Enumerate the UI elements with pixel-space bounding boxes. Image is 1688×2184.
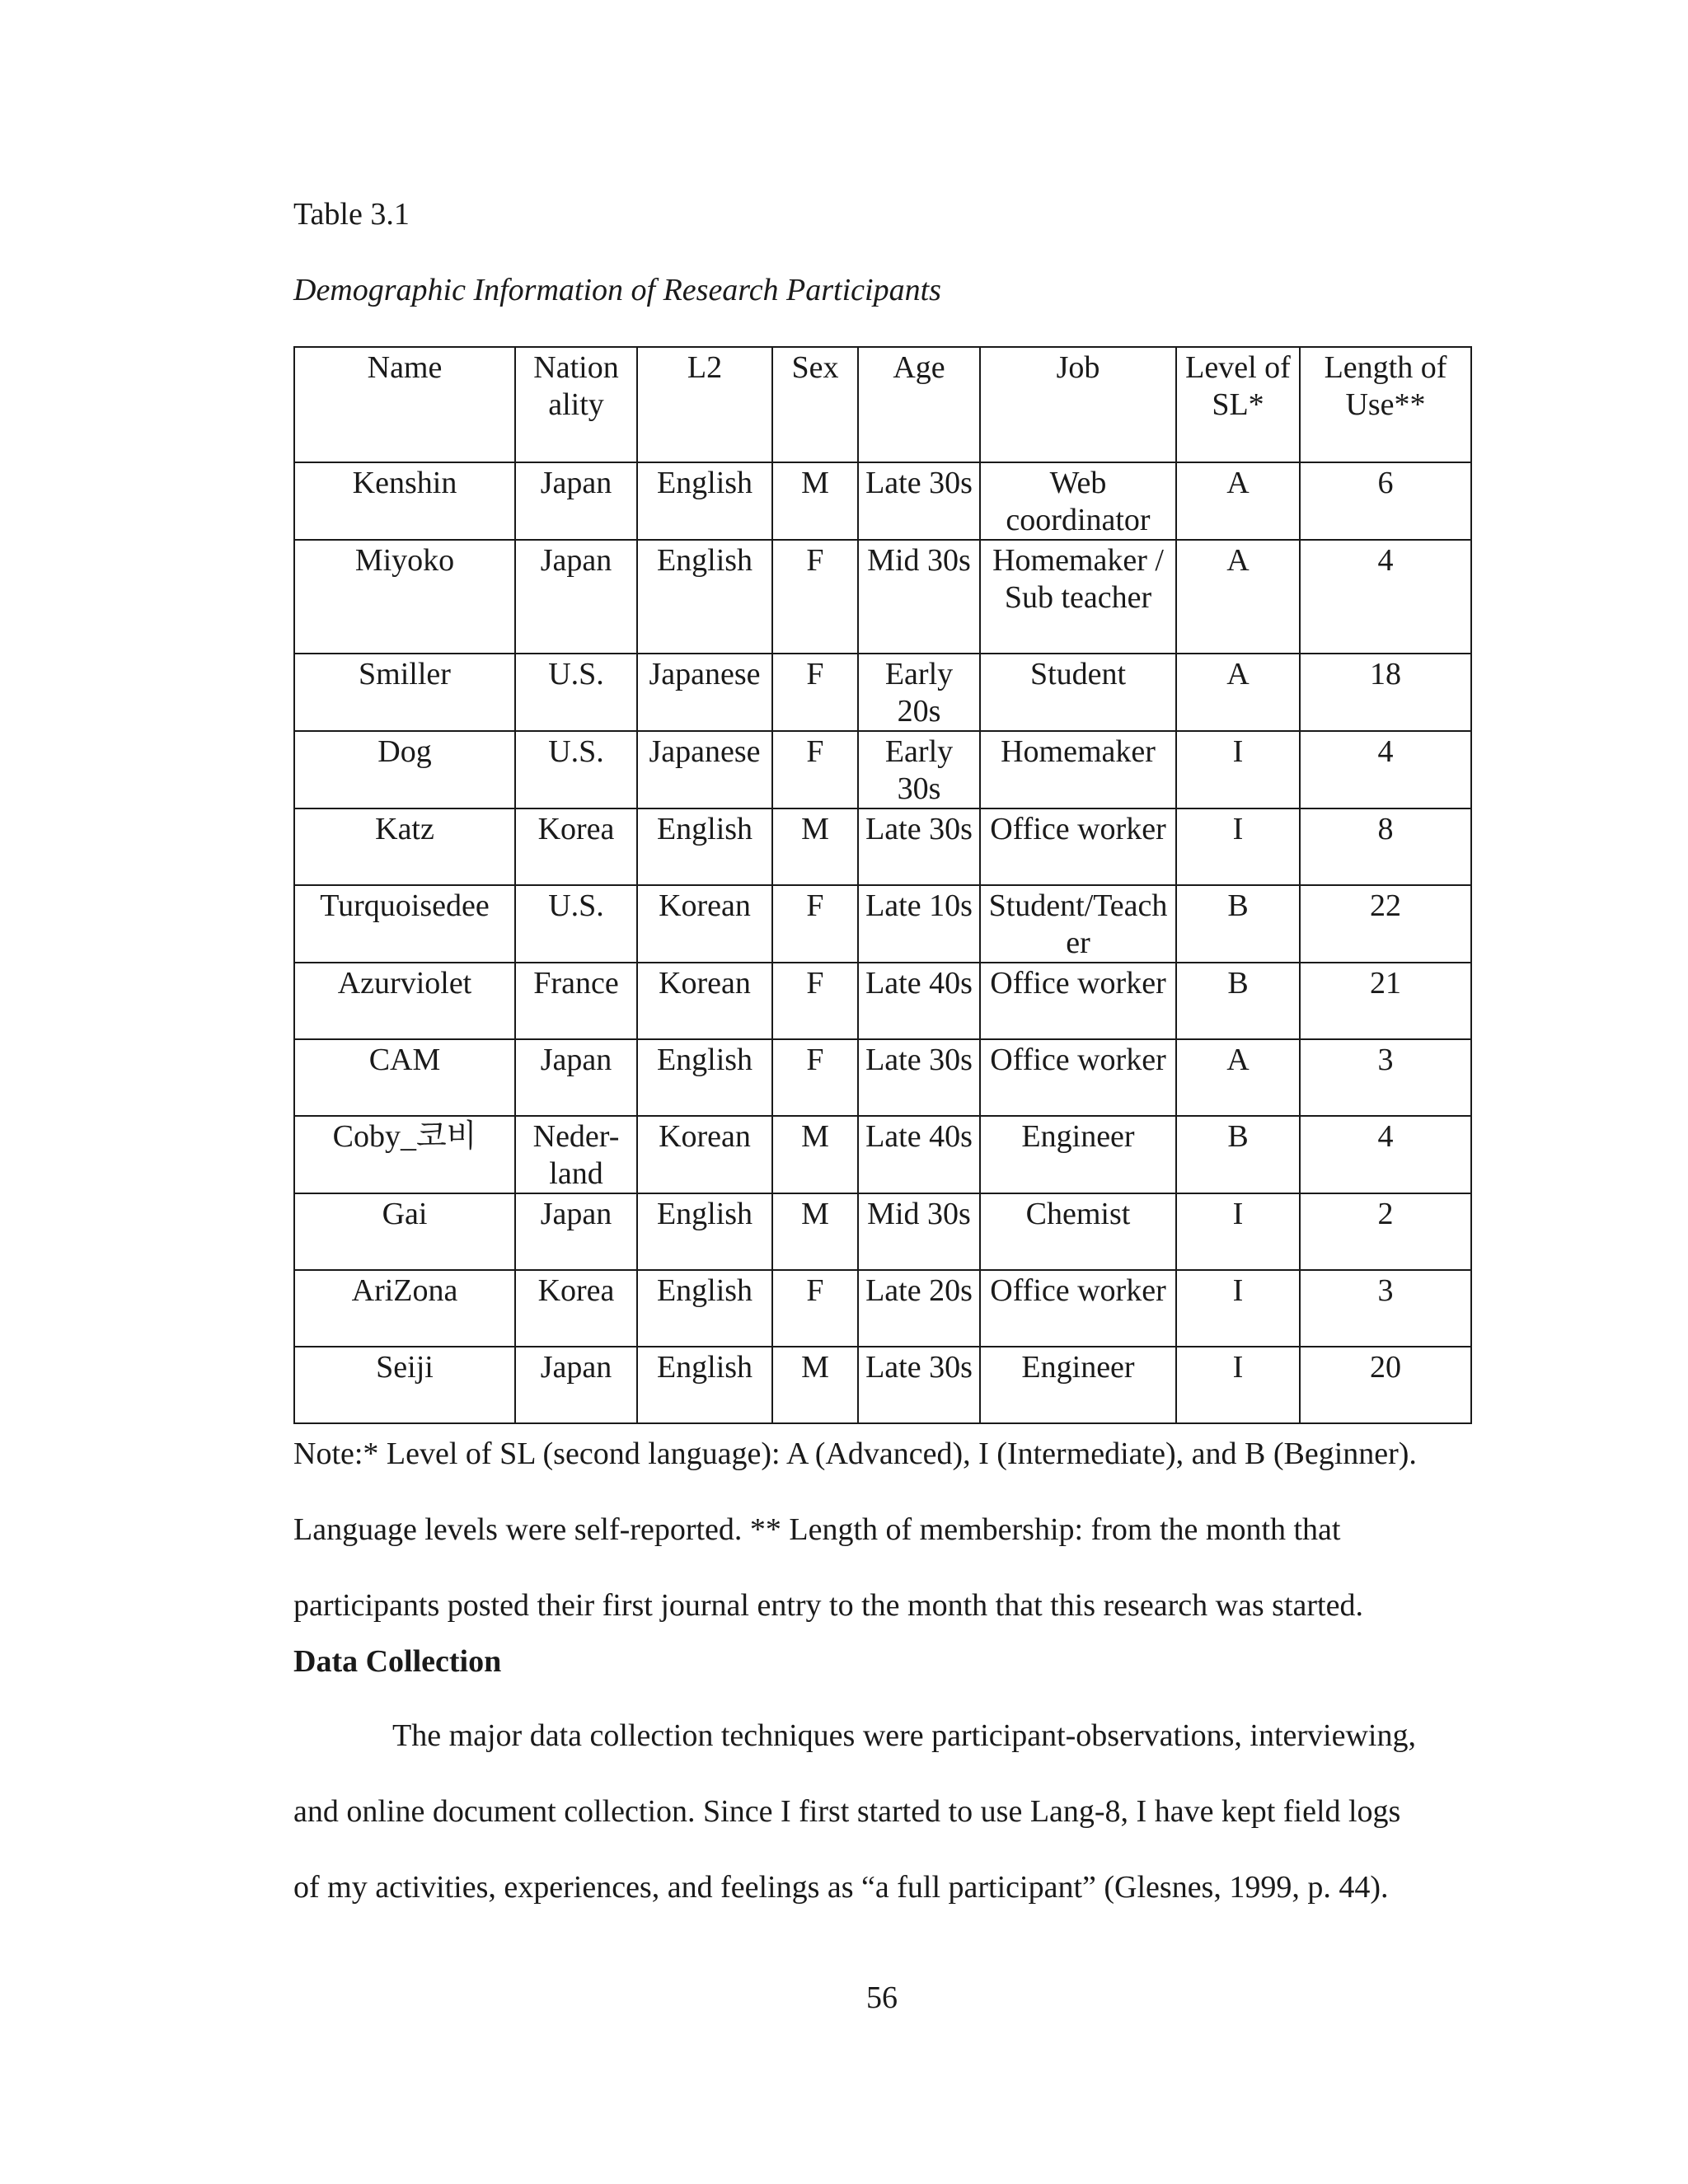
- cell-l2: English: [637, 1270, 772, 1347]
- cell-age: Late 30s: [858, 1347, 980, 1423]
- cell-level: B: [1176, 963, 1300, 1039]
- cell-age: Mid 30s: [858, 540, 980, 654]
- cell-sex: F: [772, 963, 858, 1039]
- table-row: [294, 808, 1471, 885]
- cell-length: 4: [1300, 540, 1471, 654]
- body-paragraph: [293, 1698, 1480, 1925]
- cell-l2: Japanese: [637, 731, 772, 808]
- cell-age: Late 30s: [858, 808, 980, 885]
- cell-length: 21: [1300, 963, 1471, 1039]
- cell-sex: F: [772, 1039, 858, 1116]
- cell-name: Gai: [294, 1193, 515, 1270]
- cell-name: Coby_코비: [294, 1116, 515, 1193]
- cell-level: I: [1176, 1347, 1300, 1423]
- header-name: Name: [294, 347, 515, 462]
- cell-sex: F: [772, 540, 858, 654]
- cell-job: Office worker: [980, 1039, 1176, 1116]
- cell-name: Smiller: [294, 654, 515, 731]
- cell-nationality: Korea: [515, 808, 637, 885]
- cell-name: AriZona: [294, 1270, 515, 1347]
- cell-sex: F: [772, 1270, 858, 1347]
- table-row: [294, 1116, 1471, 1193]
- demographic-table: [293, 346, 1472, 1424]
- cell-l2: Korean: [637, 963, 772, 1039]
- cell-name: Katz: [294, 808, 515, 885]
- cell-job: Office worker: [980, 963, 1176, 1039]
- cell-job: Engineer: [980, 1116, 1176, 1193]
- cell-age: Early 20s: [858, 654, 980, 731]
- cell-job: Student: [980, 654, 1176, 731]
- cell-nationality: Japan: [515, 1039, 637, 1116]
- page-number: 56: [866, 1980, 898, 2015]
- cell-level: A: [1176, 540, 1300, 654]
- cell-job: Office worker: [980, 808, 1176, 885]
- header-job: Job: [980, 347, 1176, 462]
- cell-nationality: U.S.: [515, 654, 637, 731]
- note-line: Note:* Level of SL (second language): A (Advanced), I (Intermediate), and B (Beginner).: [293, 1436, 1417, 1471]
- cell-nationality: Neder- land: [515, 1116, 637, 1193]
- cell-length: 22: [1300, 885, 1471, 963]
- table-row: [294, 963, 1471, 1039]
- cell-length: 20: [1300, 1347, 1471, 1423]
- cell-nationality: France: [515, 963, 637, 1039]
- cell-l2: English: [637, 462, 772, 540]
- table-row: [294, 1347, 1471, 1423]
- cell-level: I: [1176, 808, 1300, 885]
- cell-nationality: Japan: [515, 1193, 637, 1270]
- cell-name: Azurviolet: [294, 963, 515, 1039]
- table-label: Table 3.1: [293, 197, 410, 232]
- cell-job: Web coordinator: [980, 462, 1176, 540]
- table-row: [294, 731, 1471, 808]
- cell-length: 2: [1300, 1193, 1471, 1270]
- cell-nationality: Korea: [515, 1270, 637, 1347]
- cell-sex: M: [772, 808, 858, 885]
- cell-job: Engineer: [980, 1347, 1176, 1423]
- cell-l2: English: [637, 1039, 772, 1116]
- cell-length: 4: [1300, 731, 1471, 808]
- cell-age: Late 30s: [858, 462, 980, 540]
- table-note: [293, 1416, 1480, 1643]
- cell-job: Student/Teacher: [980, 885, 1176, 963]
- body-line: and online document collection. Since I first started to use Lang-8, I have kept field logs: [293, 1794, 1401, 1829]
- table-row: [294, 885, 1471, 963]
- header-sex: Sex: [772, 347, 858, 462]
- cell-l2: Korean: [637, 1116, 772, 1193]
- cell-level: B: [1176, 1116, 1300, 1193]
- cell-sex: M: [772, 1347, 858, 1423]
- cell-level: I: [1176, 1193, 1300, 1270]
- cell-age: Mid 30s: [858, 1193, 980, 1270]
- cell-sex: M: [772, 1116, 858, 1193]
- table-row: [294, 462, 1471, 540]
- cell-level: B: [1176, 885, 1300, 963]
- table-row: [294, 1039, 1471, 1116]
- cell-job: Chemist: [980, 1193, 1176, 1270]
- cell-l2: Japanese: [637, 654, 772, 731]
- cell-length: 4: [1300, 1116, 1471, 1193]
- note-line: participants posted their first journal entry to the month that this research was started.: [293, 1588, 1363, 1623]
- cell-sex: F: [772, 885, 858, 963]
- note-line: Language levels were self-reported. ** Length of membership: from the month that: [293, 1512, 1341, 1547]
- cell-l2: Korean: [637, 885, 772, 963]
- header-age: Age: [858, 347, 980, 462]
- cell-sex: F: [772, 654, 858, 731]
- cell-nationality: U.S.: [515, 885, 637, 963]
- header-l2: L2: [637, 347, 772, 462]
- header-level-of-sl: Level of SL*: [1176, 347, 1300, 462]
- header-nationality: Nation ality: [515, 347, 637, 462]
- cell-length: 18: [1300, 654, 1471, 731]
- cell-job: Homemaker: [980, 731, 1176, 808]
- table-row: [294, 654, 1471, 731]
- cell-nationality: Japan: [515, 1347, 637, 1423]
- cell-l2: English: [637, 540, 772, 654]
- cell-age: Late 40s: [858, 1116, 980, 1193]
- cell-nationality: Japan: [515, 540, 637, 654]
- cell-level: A: [1176, 462, 1300, 540]
- cell-name: CAM: [294, 1039, 515, 1116]
- cell-name: Seiji: [294, 1347, 515, 1423]
- cell-level: I: [1176, 1270, 1300, 1347]
- cell-job: Office worker: [980, 1270, 1176, 1347]
- table-caption: Demographic Information of Research Participants: [293, 273, 941, 307]
- cell-sex: F: [772, 731, 858, 808]
- cell-length: 3: [1300, 1039, 1471, 1116]
- cell-age: Late 20s: [858, 1270, 980, 1347]
- cell-sex: M: [772, 462, 858, 540]
- cell-sex: M: [772, 1193, 858, 1270]
- cell-age: Late 40s: [858, 963, 980, 1039]
- table-header-row: [294, 347, 1471, 462]
- cell-nationality: Japan: [515, 462, 637, 540]
- cell-length: 6: [1300, 462, 1471, 540]
- cell-length: 3: [1300, 1270, 1471, 1347]
- cell-length: 8: [1300, 808, 1471, 885]
- cell-l2: English: [637, 1193, 772, 1270]
- cell-age: Late 30s: [858, 1039, 980, 1116]
- cell-l2: English: [637, 808, 772, 885]
- header-length-of-use: Length of Use**: [1300, 347, 1471, 462]
- body-line: of my activities, experiences, and feelings as “a full participant” (Glesnes, 1999, p. 44).: [293, 1870, 1389, 1905]
- cell-name: Miyoko: [294, 540, 515, 654]
- table-row: [294, 540, 1471, 654]
- cell-level: A: [1176, 1039, 1300, 1116]
- table-row: [294, 1270, 1471, 1347]
- cell-job: Homemaker / Sub teacher: [980, 540, 1176, 654]
- cell-l2: English: [637, 1347, 772, 1423]
- table-row: [294, 1193, 1471, 1270]
- cell-age: Early 30s: [858, 731, 980, 808]
- cell-level: A: [1176, 654, 1300, 731]
- cell-name: Turquoisedee: [294, 885, 515, 963]
- section-heading: Data Collection: [293, 1644, 502, 1679]
- cell-level: I: [1176, 731, 1300, 808]
- cell-name: Dog: [294, 731, 515, 808]
- cell-nationality: U.S.: [515, 731, 637, 808]
- cell-name: Kenshin: [294, 462, 515, 540]
- cell-age: Late 10s: [858, 885, 980, 963]
- body-line: The major data collection techniques were participant-observations, interviewing,: [392, 1718, 1416, 1753]
